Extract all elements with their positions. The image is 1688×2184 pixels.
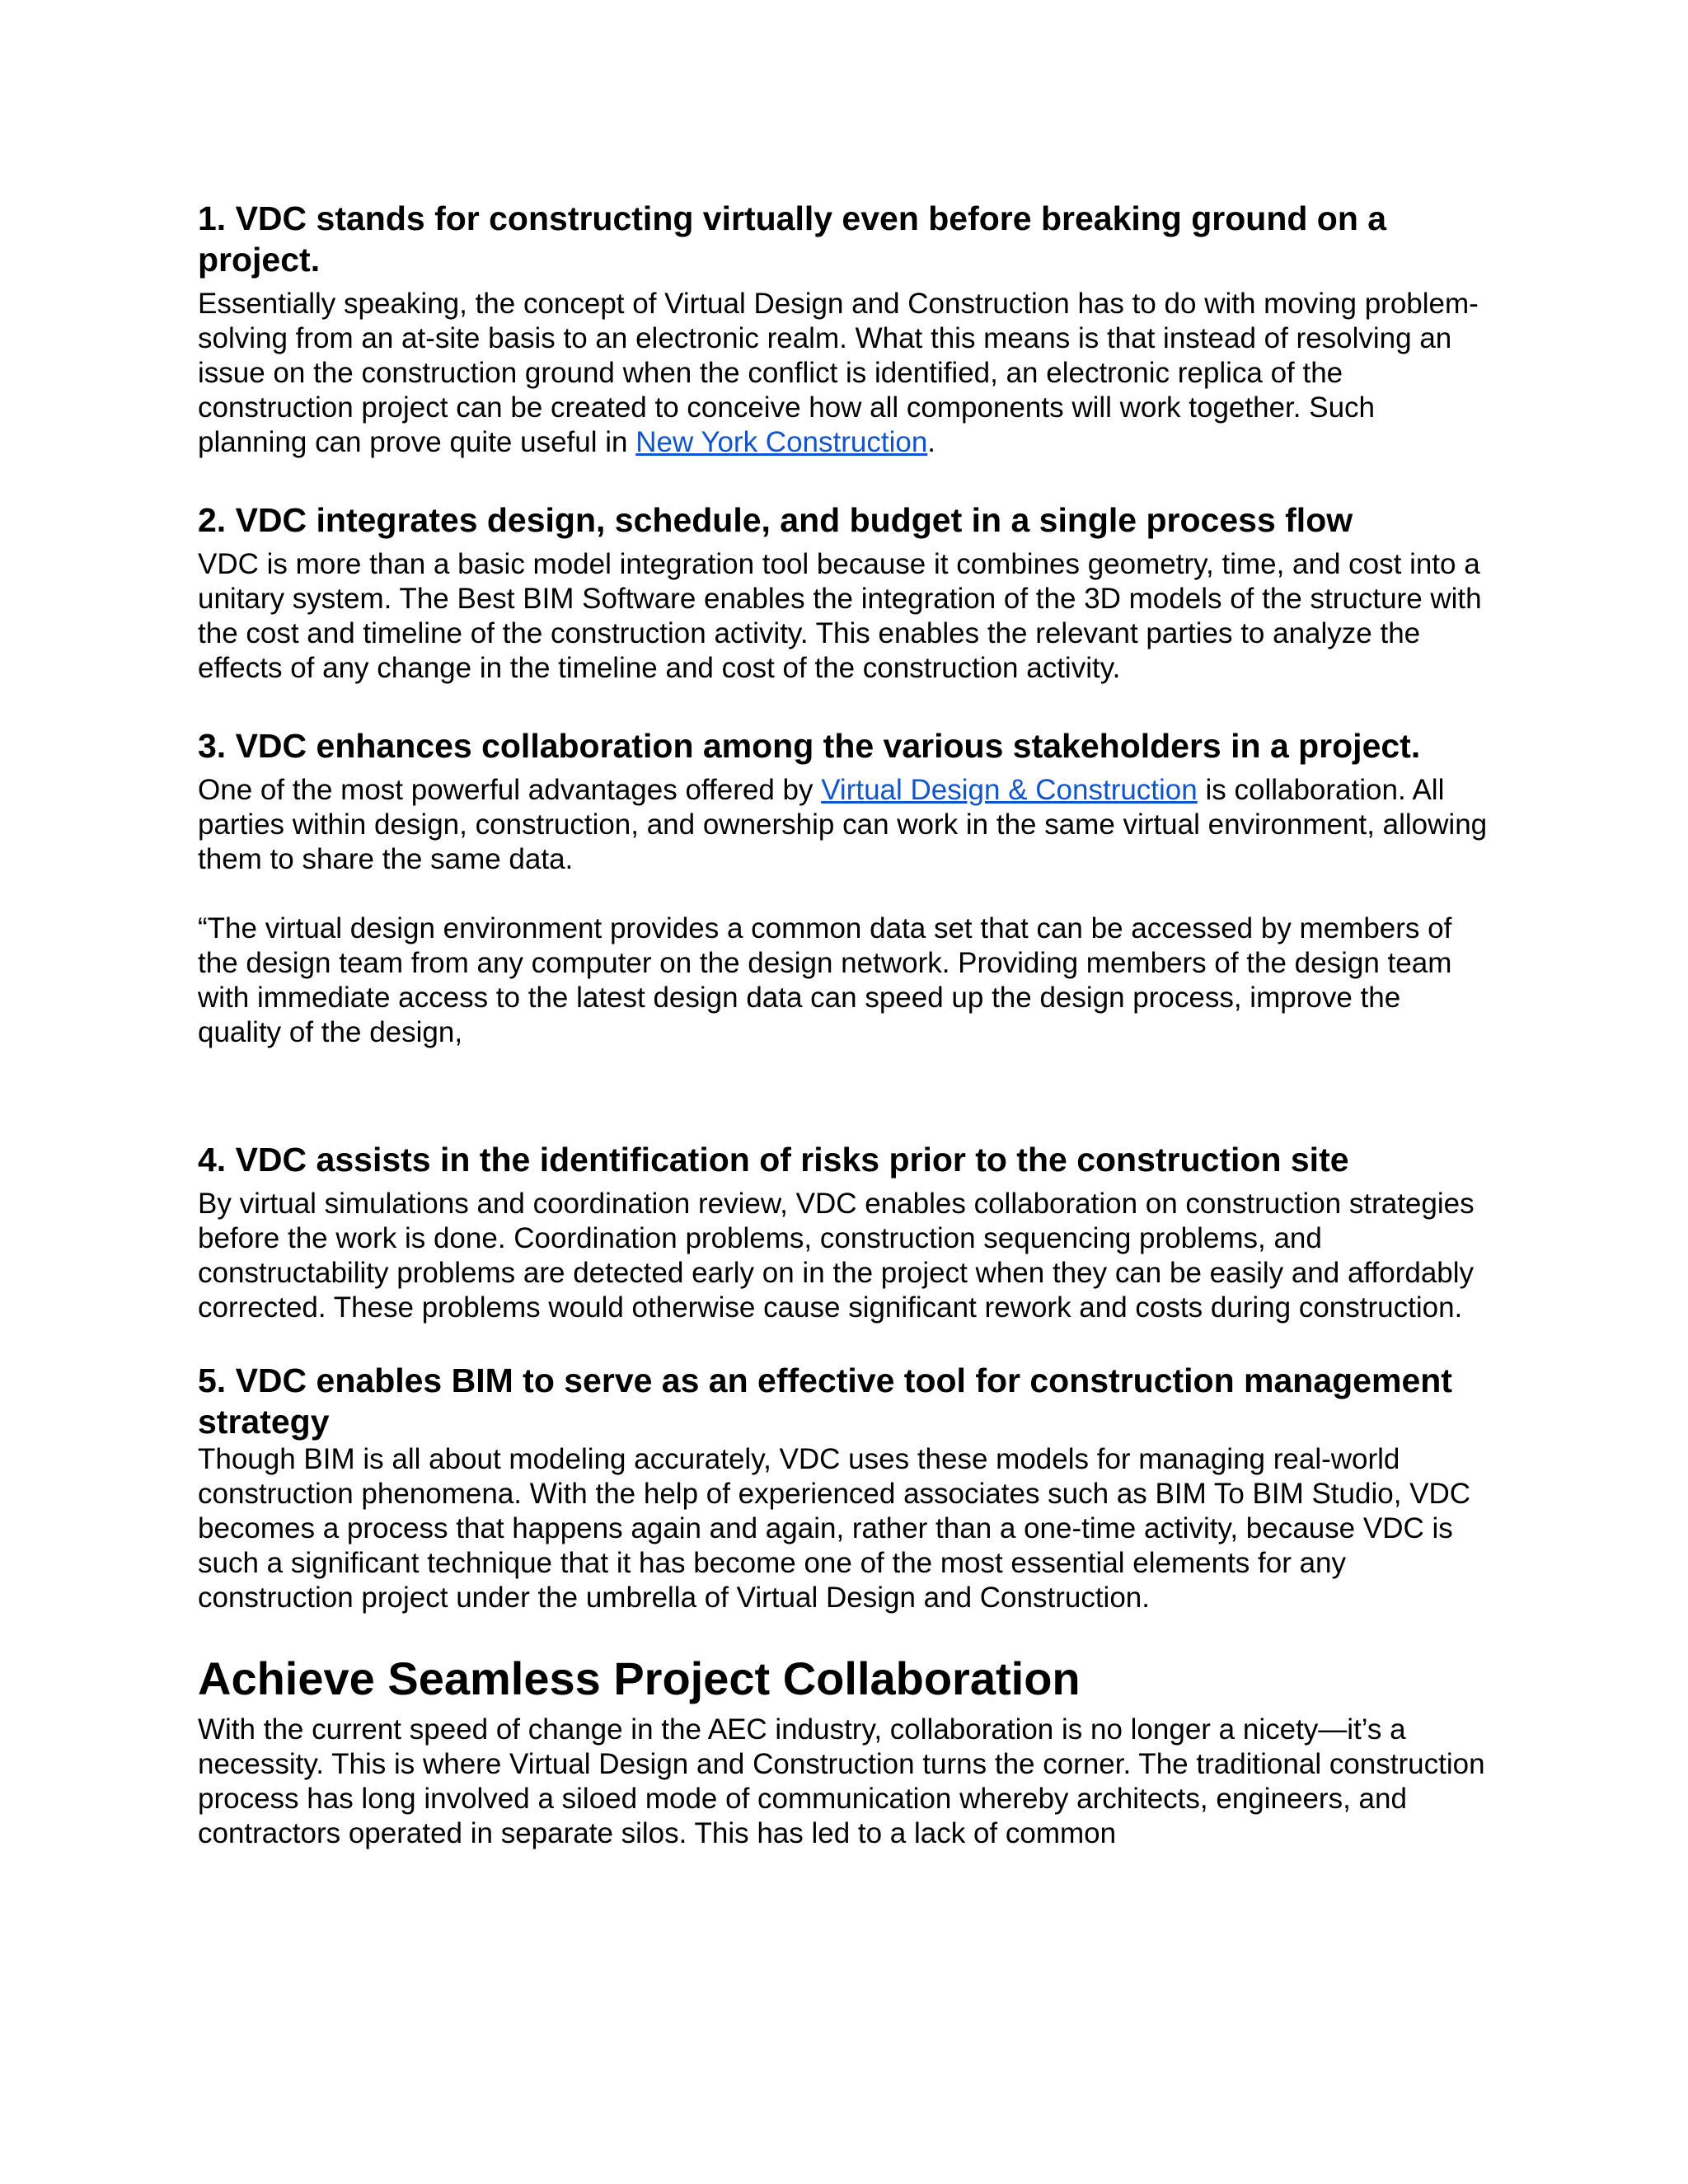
section-1-body bbox=[198, 287, 1492, 460]
section-3-quote: “The virtual design environment provides a common data set that can be accessed by members of the design team from any computer on the design network. Providing members of the design team with immediate access to the latest design data can speed up the design process, improve the quality of the design, bbox=[198, 912, 1452, 1048]
section-3-body bbox=[198, 773, 1492, 877]
section-3-body-end: is collaboration. All parties within design, construction, and ownership can work in the same virtual environment, allowing them to share the same data. bbox=[198, 774, 1488, 875]
collaboration-body: With the current speed of change in the AEC industry, collaboration is no longer a nicety—it’s a necessity. This is where Virtual Design and Construction turns the corner. The traditional construction process has long involved a siloed mode of communication whereby architects, engineers, and contractors operated in separate silos. This has led to a lack of common bbox=[198, 1713, 1485, 1849]
document-page bbox=[198, 198, 1492, 1851]
section-2-body: VDC is more than a basic model integration tool because it combines geometry, time, and cost into a unitary system. The Best BIM Software enables the integration of the 3D models of the structure with the cost and timeline of the construction activity. This enables the relevant parties to analyze the effects of any change in the timeline and cost of the construction activity. bbox=[198, 548, 1482, 684]
section-1-heading: 1. VDC stands for constructing virtually even before breaking ground on a project. bbox=[198, 199, 1387, 279]
section-4-heading: 4. VDC assists in the identification of risks prior to the construction site bbox=[198, 1141, 1349, 1179]
virtual-design-construction-link[interactable]: Virtual Design & Construction bbox=[821, 774, 1198, 806]
new-york-construction-link[interactable]: New York Construction bbox=[635, 426, 928, 458]
section-1-body-text: Essentially speaking, the concept of Virtual Design and Construction has to do with moving problem-solving from an at-site basis to an electronic realm. What this means is that instead of resolving an issue on the construction ground when the conflict is identified, an electronic replica of the construction project can be created to conceive how all components will work together. Such planning can prove quite useful in bbox=[198, 288, 1479, 458]
section-3-heading: 3. VDC enhances collaboration among the various stakeholders in a project. bbox=[198, 727, 1421, 765]
section-3-body-text: One of the most powerful advantages offered by bbox=[198, 774, 822, 806]
section-2-heading: 2. VDC integrates design, schedule, and budget in a single process flow bbox=[198, 501, 1353, 539]
section-5-body: Though BIM is all about modeling accurately, VDC uses these models for managing real-world construction phenomena. With the help of experienced associates such as BIM To BIM Studio, VDC becomes a process that happens again and again, rather than a one-time activity, because VDC is such a significant technique that it has become one of the most essential elements for any construction project under the umbrella of Virtual Design and Construction. bbox=[198, 1443, 1471, 1614]
section-4-body: By virtual simulations and coordination review, VDC enables collaboration on construction strategies before the work is done. Coordination problems, construction sequencing problems, and constructability problems are detected early on in the project when they can be easily and affordably corrected. These problems would otherwise cause significant rework and costs during construction. bbox=[198, 1188, 1475, 1324]
section-5-heading: 5. VDC enables BIM to serve as an effective tool for construction management strategy bbox=[198, 1361, 1452, 1441]
section-1-body-end: . bbox=[927, 426, 936, 458]
collaboration-heading: Achieve Seamless Project Collaboration bbox=[198, 1652, 1081, 1704]
